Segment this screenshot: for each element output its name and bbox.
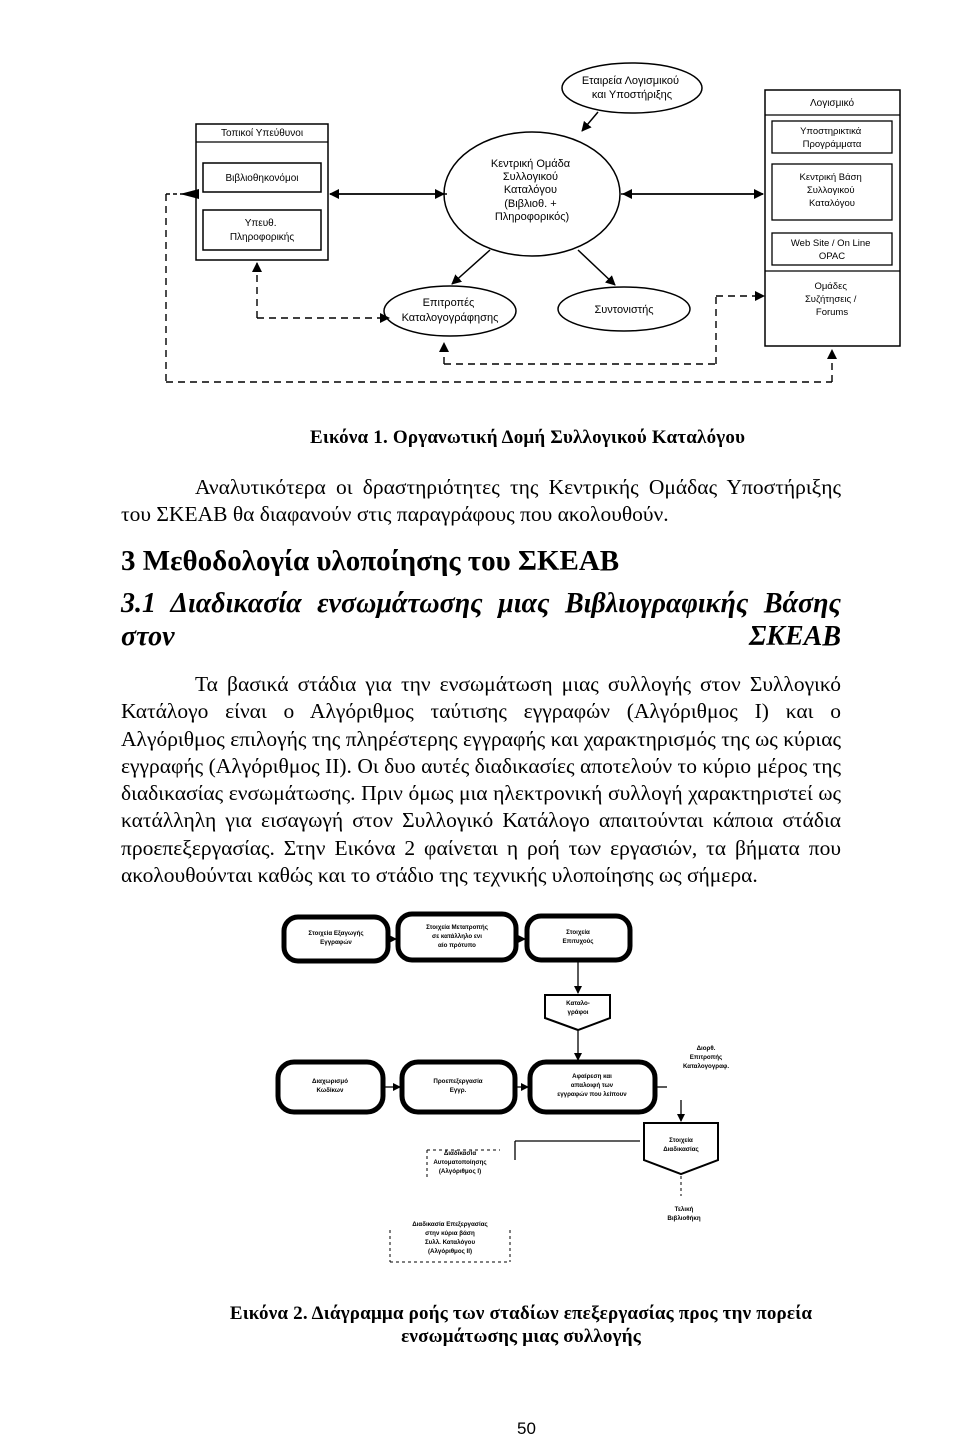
figure-2-caption <box>221 1302 821 1348</box>
coordinator-label: Συντονιστής <box>594 304 654 316</box>
figure-1-caption: Εικόνα 1. Οργανωτική Δομή Συλλογικού Καταλόγου <box>310 427 746 448</box>
website-label: Web Site / On Line OPAC <box>790 238 871 262</box>
svg-text:Διαδικασία Επεξεργασίαςστην κύ: Διαδικασία Επεξεργασίας στην κύρια βάση Συλλ. Καταλόγου (Αλγόριθμος ΙΙ) <box>412 1221 488 1255</box>
figure-2-boxes <box>278 914 718 1174</box>
support-programs-label: Υποστηρικτικά Προγράμματα <box>800 126 862 150</box>
figure-2-caption-line-1: Εικόνα 2. Διάγραμμα ροής των σταδίων επεξεργασίας προς την πορεία <box>229 1303 813 1324</box>
svg-text:ΠροεπεξεργασίαΕγγρ.: Προεπεξεργασία Εγγρ. <box>433 1078 483 1094</box>
svg-text:Αφαίρεση καιαπαλοιφή τωνεγγραφ: Αφαίρεση και απαλοιφή των εγγραφών που λείπουν <box>557 1073 627 1098</box>
svg-text:ΔιαδικασίαΑυτοματοποίησης(Αλγό: Διαδικασία Αυτοματοποίησης (Αλγόριθμος Ι) <box>433 1150 487 1175</box>
software-company-label: Εταιρεία Λογισμικού και Υποστήριξης <box>581 75 680 101</box>
svg-text:Καταλο-γράφοι: Καταλο-γράφοι <box>566 1000 590 1016</box>
svg-text:ΤελικήΒιβλιοθήκη: Τελική Βιβλιοθήκη <box>667 1206 701 1222</box>
committees-label: Επιτροπές Καταλογογράφησης <box>401 297 499 324</box>
figure-2-caption-line-2: ενσωμάτωσης μιας συλλογής <box>401 1326 641 1347</box>
page-number: 50 <box>517 1419 536 1438</box>
body-paragraph-text: Τα βασικά στάδια για την ενσωμάτωση μιας συλλογής στον Συλλογικό Κατάλογο είναι ο Αλγόριθμος ταύτισης εγγραφών (Αλγόριθμος Ι) και ο Αλγόριθμος επιλογής της πληρέστερης εγγραφής και χαρακτηρισμός της ως κύριας εγγραφής (Αλγόριθμος ΙΙ). Οι δυο αυτές διαδικασίες αποτελούν το κύριο μέρος της διαδικασίας ενσωμάτωσης. Πριν όμως μια ηλεκτρονική συλλογή χαρακτηριστεί ως κατάλληλη για εισαγωγή στον Συλλογικό Κατάλογο απαιτούνται κάποια στάδια προεπεξεργασίας. Στην Εικόνα 2 φαίνεται η ροή των εργασιών, τα βήματα που ακολουθούνται καθώς και το στάδιο της τεχνικής υλοποίησης ως σήμερα. <box>121 672 841 888</box>
svg-text:Διορθ.ΕπιτροπήςΚαταλογογραφ.: Διορθ. Επιτροπής Καταλογογραφ. <box>682 1045 730 1070</box>
central-group-label: Κεντρική Ομάδα Συλλογικού Καταλόγου (Βιβλιοθ. + Πληροφορικός) <box>490 158 571 223</box>
figure-2-arrows <box>385 939 681 1160</box>
local-managers-title: Τοπικοί Υπεύθυνοι <box>220 128 304 139</box>
svg-text:ΣτοιχείαΔιαδικασίας: Στοιχεία Διαδικασίας <box>663 1137 699 1153</box>
svg-text:Στοιχεία ΕξαγωγήςΕγγραφών: Στοιχεία Εξαγωγής Εγγραφών <box>308 930 364 946</box>
software-title: Λογισμικό <box>809 98 855 109</box>
svg-text:ΣτοιχείαΕπιτυχούς: Στοιχεία Επιτυχούς <box>562 929 594 945</box>
intro-paragraph-text: Αναλυτικότερα οι δραστηριότητες της Κεντρικής Ομάδας Υποστήριξης του ΣΚΕΑΒ θα διαφανούν στις παραγράφους που ακολουθούν. <box>121 475 841 526</box>
subsection-heading: 3.1 Διαδικασία ενσωμάτωσης μιας Βιβλιογραφικής Βάσης στον ΣΚΕΑΒ <box>121 588 841 652</box>
librarians-label: Βιβλιοθηκονόμοι <box>225 173 299 184</box>
section-heading: 3 Μεθοδολογία υλοποίησης του ΣΚΕΑΒ <box>121 545 620 577</box>
central-db-label: Κεντρική Βάση Συλλογικού Καταλόγου <box>799 172 862 209</box>
svg-text:Στοιχεία Μετατροπήςσε κατάλληλ: Στοιχεία Μετατροπής σε κατάλληλο ενι αίο πρότυπο <box>426 924 488 949</box>
discussion-groups-label: Ομάδες Συζήτησεις / Forums <box>804 281 857 318</box>
it-manager-label: Υπευθ. Πληροφορικής <box>229 218 295 243</box>
svg-text:ΔιαχωρισμόΚωδίκων: Διαχωρισμό Κωδίκων <box>312 1078 348 1094</box>
